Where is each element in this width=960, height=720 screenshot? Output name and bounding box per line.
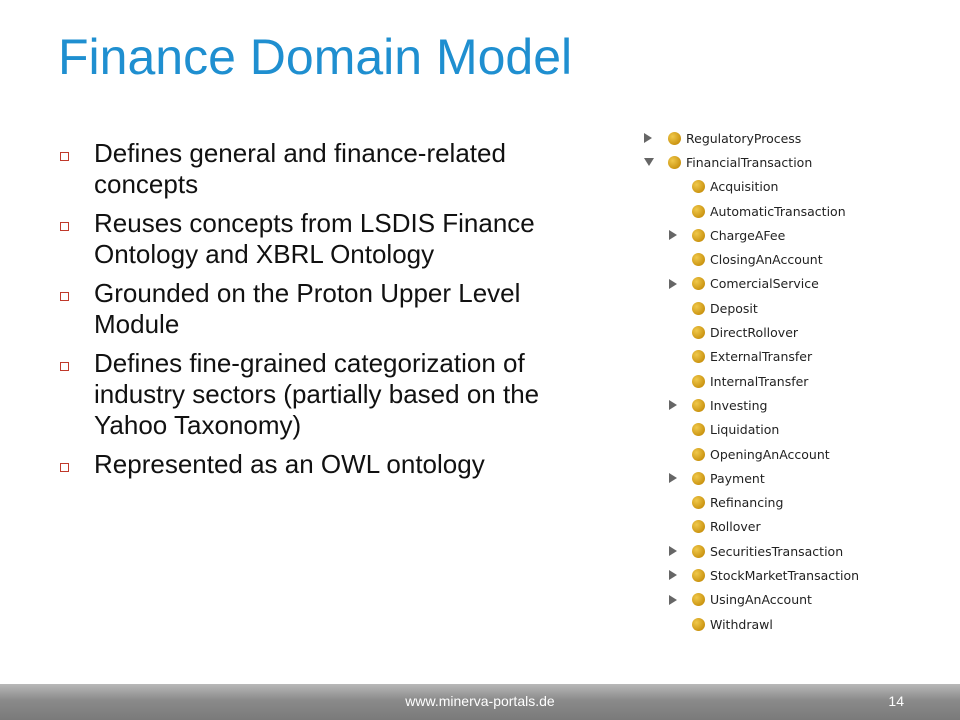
bullet-list xyxy=(58,138,548,488)
tree-node[interactable] xyxy=(636,320,896,344)
footer-bar xyxy=(0,684,960,720)
tree-node[interactable] xyxy=(636,418,896,442)
tree-node-label: DirectRollover xyxy=(710,325,799,341)
class-circle-icon xyxy=(692,618,705,631)
tree-node-label: Rollover xyxy=(710,519,761,535)
tree-node[interactable] xyxy=(636,345,896,369)
tree-node[interactable] xyxy=(636,223,896,247)
tree-node-label: Withdrawl xyxy=(710,616,773,632)
tree-node-label: Deposit xyxy=(710,300,758,316)
collapsed-arrow-icon[interactable] xyxy=(669,570,677,580)
class-circle-icon xyxy=(692,593,705,606)
tree-node-label: Payment xyxy=(710,470,765,486)
footer-url: www.minerva-portals.de xyxy=(405,693,555,709)
tree-node-label: Refinancing xyxy=(710,495,784,511)
bullet-item xyxy=(58,208,548,270)
square-bullet-icon xyxy=(60,463,69,472)
collapsed-arrow-icon[interactable] xyxy=(669,230,677,240)
collapsed-arrow-icon[interactable] xyxy=(669,595,677,605)
class-circle-icon xyxy=(692,569,705,582)
tree-node[interactable] xyxy=(636,490,896,514)
class-circle-icon xyxy=(692,399,705,412)
class-circle-icon xyxy=(692,253,705,266)
bullet-text: Reuses concepts from LSDIS Finance Ontology and XBRL Ontology xyxy=(94,208,535,269)
tree-node-label: ComercialService xyxy=(710,276,819,292)
collapsed-arrow-icon[interactable] xyxy=(669,400,677,410)
tree-node-label: ChargeAFee xyxy=(710,227,786,243)
page-number: 14 xyxy=(888,693,904,709)
class-circle-icon xyxy=(692,180,705,193)
tree-node[interactable] xyxy=(636,126,896,150)
tree-node[interactable] xyxy=(636,563,896,587)
ontology-class-tree xyxy=(636,126,896,636)
bullet-item xyxy=(58,449,548,480)
bullet-text: Represented as an OWL ontology xyxy=(94,449,485,479)
tree-node[interactable] xyxy=(636,369,896,393)
tree-node[interactable] xyxy=(636,539,896,563)
tree-node-label: RegulatoryProcess xyxy=(686,130,802,146)
tree-node[interactable] xyxy=(636,272,896,296)
tree-node-label: Investing xyxy=(710,397,768,413)
tree-node-label: StockMarketTransaction xyxy=(710,567,860,583)
class-circle-icon xyxy=(668,132,681,145)
class-circle-icon xyxy=(692,545,705,558)
class-circle-icon xyxy=(692,326,705,339)
class-circle-icon xyxy=(692,205,705,218)
collapsed-arrow-icon[interactable] xyxy=(644,133,652,143)
class-circle-icon xyxy=(692,423,705,436)
tree-node[interactable] xyxy=(636,247,896,271)
collapsed-arrow-icon[interactable] xyxy=(669,473,677,483)
class-circle-icon xyxy=(692,472,705,485)
class-circle-icon xyxy=(692,277,705,290)
tree-node[interactable] xyxy=(636,393,896,417)
tree-node[interactable] xyxy=(636,612,896,636)
tree-node-label: ExternalTransfer xyxy=(710,349,813,365)
class-circle-icon xyxy=(692,302,705,315)
slide-title: Finance Domain Model xyxy=(58,29,573,85)
square-bullet-icon xyxy=(60,222,69,231)
bullet-text: Defines fine-grained categorization of industry sectors (partially based on the Yahoo Taxonomy) xyxy=(94,348,540,440)
tree-node-label: OpeningAnAccount xyxy=(710,446,830,462)
bullet-text: Grounded on the Proton Upper Level Module xyxy=(94,278,521,339)
tree-node-label: Acquisition xyxy=(710,179,779,195)
tree-node-label: AutomaticTransaction xyxy=(710,203,846,219)
class-circle-icon xyxy=(692,496,705,509)
class-circle-icon xyxy=(692,448,705,461)
bullet-text: Defines general and finance-related concepts xyxy=(94,138,506,199)
class-circle-icon xyxy=(692,520,705,533)
tree-node[interactable] xyxy=(636,150,896,174)
bullet-item xyxy=(58,348,548,441)
tree-node-label: Liquidation xyxy=(710,422,780,438)
collapsed-arrow-icon[interactable] xyxy=(669,279,677,289)
class-circle-icon xyxy=(668,156,681,169)
expanded-arrow-icon[interactable] xyxy=(644,158,654,166)
class-circle-icon xyxy=(692,229,705,242)
bullet-item xyxy=(58,138,548,200)
tree-node[interactable] xyxy=(636,442,896,466)
tree-node[interactable] xyxy=(636,175,896,199)
class-circle-icon xyxy=(692,350,705,363)
tree-node[interactable] xyxy=(636,588,896,612)
tree-node-label: FinancialTransaction xyxy=(686,154,813,170)
collapsed-arrow-icon[interactable] xyxy=(669,546,677,556)
square-bullet-icon xyxy=(60,362,69,371)
tree-node-label: InternalTransfer xyxy=(710,373,809,389)
square-bullet-icon xyxy=(60,152,69,161)
tree-node[interactable] xyxy=(636,296,896,320)
square-bullet-icon xyxy=(60,292,69,301)
tree-node[interactable] xyxy=(636,515,896,539)
bullet-item xyxy=(58,278,548,340)
tree-node-label: UsingAnAccount xyxy=(710,592,812,608)
tree-node[interactable] xyxy=(636,466,896,490)
class-circle-icon xyxy=(692,375,705,388)
tree-node[interactable] xyxy=(636,199,896,223)
tree-node-label: SecuritiesTransaction xyxy=(710,543,844,559)
tree-node-label: ClosingAnAccount xyxy=(710,252,823,268)
